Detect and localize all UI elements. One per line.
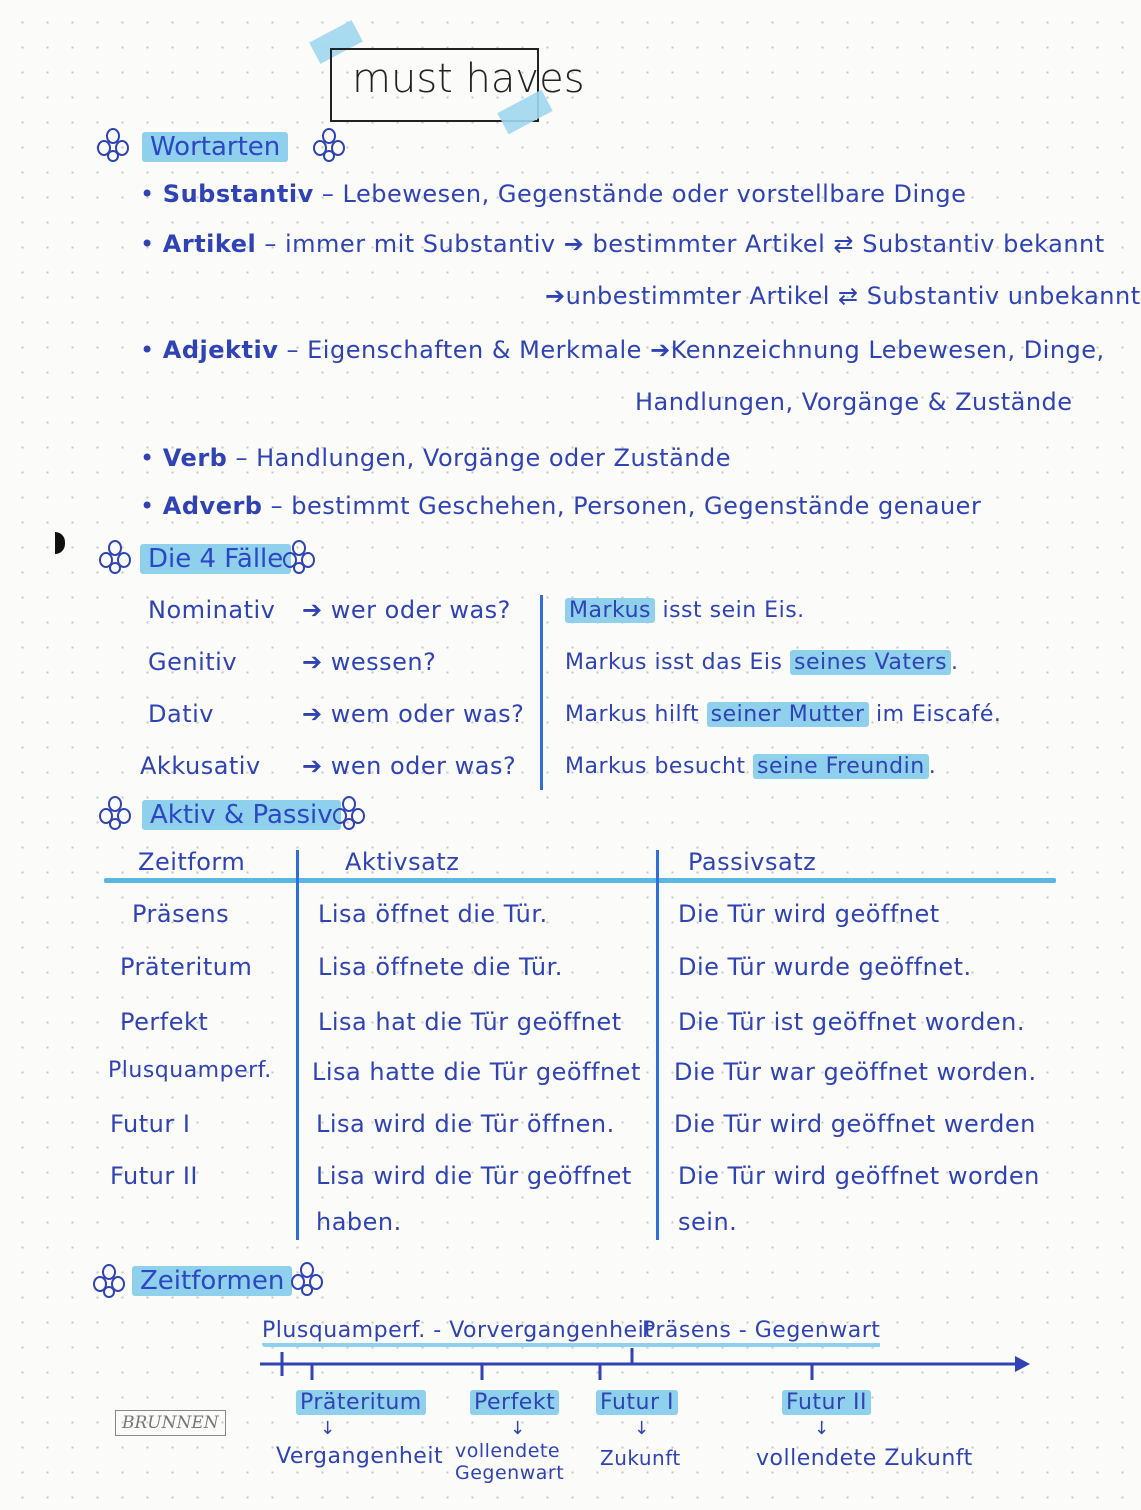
case-question: ➔ wer oder was? [302, 596, 511, 624]
timeline-label-plusquamperfekt: Plusquamperf. - Vorvergangenheit [262, 1318, 653, 1343]
table-divider-1 [296, 850, 299, 1240]
timeline-label-praesens: Präsens - Gegenwart [642, 1318, 880, 1343]
down-arrow-icon: ↓ [814, 1418, 830, 1439]
wortart-adjektiv: • Adjektiv – Eigenschaften & Merkmale ➔Kennzeichnung Lebewesen, Dinge, [140, 336, 1105, 364]
tense-cell: Präteritum [120, 953, 253, 981]
timeline-meaning: vollendete Gegenwart [455, 1440, 565, 1484]
case-label: Genitiv [148, 648, 238, 676]
wortart-substantiv: • Substantiv – Lebewesen, Gegenstände oder vorstellbare Dinge [140, 180, 967, 208]
passiv-cell: Die Tür wird geöffnet worden [678, 1162, 1040, 1190]
down-arrow-icon: ↓ [634, 1418, 650, 1439]
flower-icon [98, 796, 132, 830]
aktiv-cell: Lisa hatte die Tür geöffnet [312, 1058, 641, 1086]
aktiv-cell: Lisa wird die Tür geöffnet [316, 1162, 632, 1190]
case-example: Markus hilft seiner Mutter im Eiscafé. [565, 702, 1002, 727]
timeline-arrow [260, 1348, 1030, 1388]
term-label: Substantiv [162, 180, 314, 208]
column-header-zeitform: Zeitform [138, 848, 246, 876]
section-heading-zeitformen: Zeitformen [132, 1266, 292, 1296]
timeline-tense: Präteritum [296, 1390, 426, 1415]
aktiv-cell-cont: haben. [316, 1208, 402, 1236]
tense-cell: Futur II [110, 1162, 198, 1190]
case-example: Markus isst das Eis seines Vaters . [565, 650, 959, 675]
wortart-artikel-unbestimmt: ➔unbestimmter Artikel ⇄ Substantiv unbekannt [545, 282, 1141, 310]
section-heading-aktiv-passiv: Aktiv & Passiv [142, 800, 341, 830]
brunnen-logo: BRUNNEN [115, 1410, 226, 1436]
aktiv-cell: Lisa öffnete die Tür. [318, 953, 563, 981]
passiv-cell: Die Tür wurde geöffnet. [678, 953, 972, 981]
tense-cell: Plusquamperf. [108, 1058, 272, 1083]
aktiv-cell: Lisa hat die Tür geöffnet [318, 1008, 622, 1036]
flower-icon [290, 1262, 324, 1296]
timeline-tense: Futur II [782, 1390, 871, 1415]
flower-icon [96, 128, 130, 162]
case-label: Nominativ [148, 596, 276, 624]
tense-cell: Futur I [110, 1110, 191, 1138]
passiv-cell: Die Tür ist geöffnet worden. [678, 1008, 1026, 1036]
flower-icon [92, 1264, 126, 1298]
wortart-verb: • Verb – Handlungen, Vorgänge oder Zustände [140, 444, 732, 472]
timeline-meaning: vollendete Zukunft [756, 1446, 973, 1471]
tense-cell: Präsens [132, 900, 230, 928]
passiv-cell: Die Tür war geöffnet worden. [674, 1058, 1037, 1086]
wortart-artikel: • Artikel – immer mit Substantiv ➔ bestimmter Artikel ⇄ Substantiv bekannt [140, 230, 1105, 258]
case-example: Markus besucht seine Freundin . [565, 754, 937, 779]
passiv-cell: Die Tür wird geöffnet [678, 900, 940, 928]
passiv-cell: Die Tür wird geöffnet werden [674, 1110, 1036, 1138]
case-label: Dativ [148, 700, 214, 728]
column-header-passivsatz: Passivsatz [688, 848, 817, 876]
flower-icon [98, 540, 132, 574]
case-question: ➔ wem oder was? [302, 700, 525, 728]
flower-icon [332, 796, 366, 830]
table-header-line [104, 878, 1056, 883]
page-title: must haves [352, 56, 585, 102]
flower-icon [282, 540, 316, 574]
down-arrow-icon: ↓ [320, 1418, 336, 1439]
tense-cell: Perfekt [120, 1008, 209, 1036]
timeline-meaning: Vergangenheit [276, 1444, 444, 1469]
timeline-tense: Perfekt [470, 1390, 559, 1415]
faelle-divider [540, 595, 543, 790]
flower-icon [312, 128, 346, 162]
column-header-aktivsatz: Aktivsatz [345, 848, 460, 876]
section-heading-wortarten: Wortarten [142, 132, 288, 162]
down-arrow-icon: ↓ [510, 1418, 526, 1439]
binder-hole [55, 532, 65, 554]
case-example: Markus isst sein Eis. [565, 598, 805, 623]
wortart-adjektiv-cont: Handlungen, Vorgänge & Zustände [635, 388, 1073, 416]
case-question: ➔ wessen? [302, 648, 437, 676]
section-heading-faelle: Die 4 Fälle [140, 544, 291, 574]
timeline-tense: Futur I [596, 1390, 678, 1415]
aktiv-cell: Lisa wird die Tür öffnen. [316, 1110, 615, 1138]
case-label: Akkusativ [140, 752, 261, 780]
case-question: ➔ wen oder was? [302, 752, 517, 780]
timeline-meaning: Zukunft [600, 1446, 681, 1470]
passiv-cell-cont: sein. [678, 1208, 738, 1236]
table-divider-2 [656, 850, 659, 1240]
wortart-adverb: • Adverb – bestimmt Geschehen, Personen, Gegenstände genauer [140, 492, 982, 520]
aktiv-cell: Lisa öffnet die Tür. [318, 900, 548, 928]
